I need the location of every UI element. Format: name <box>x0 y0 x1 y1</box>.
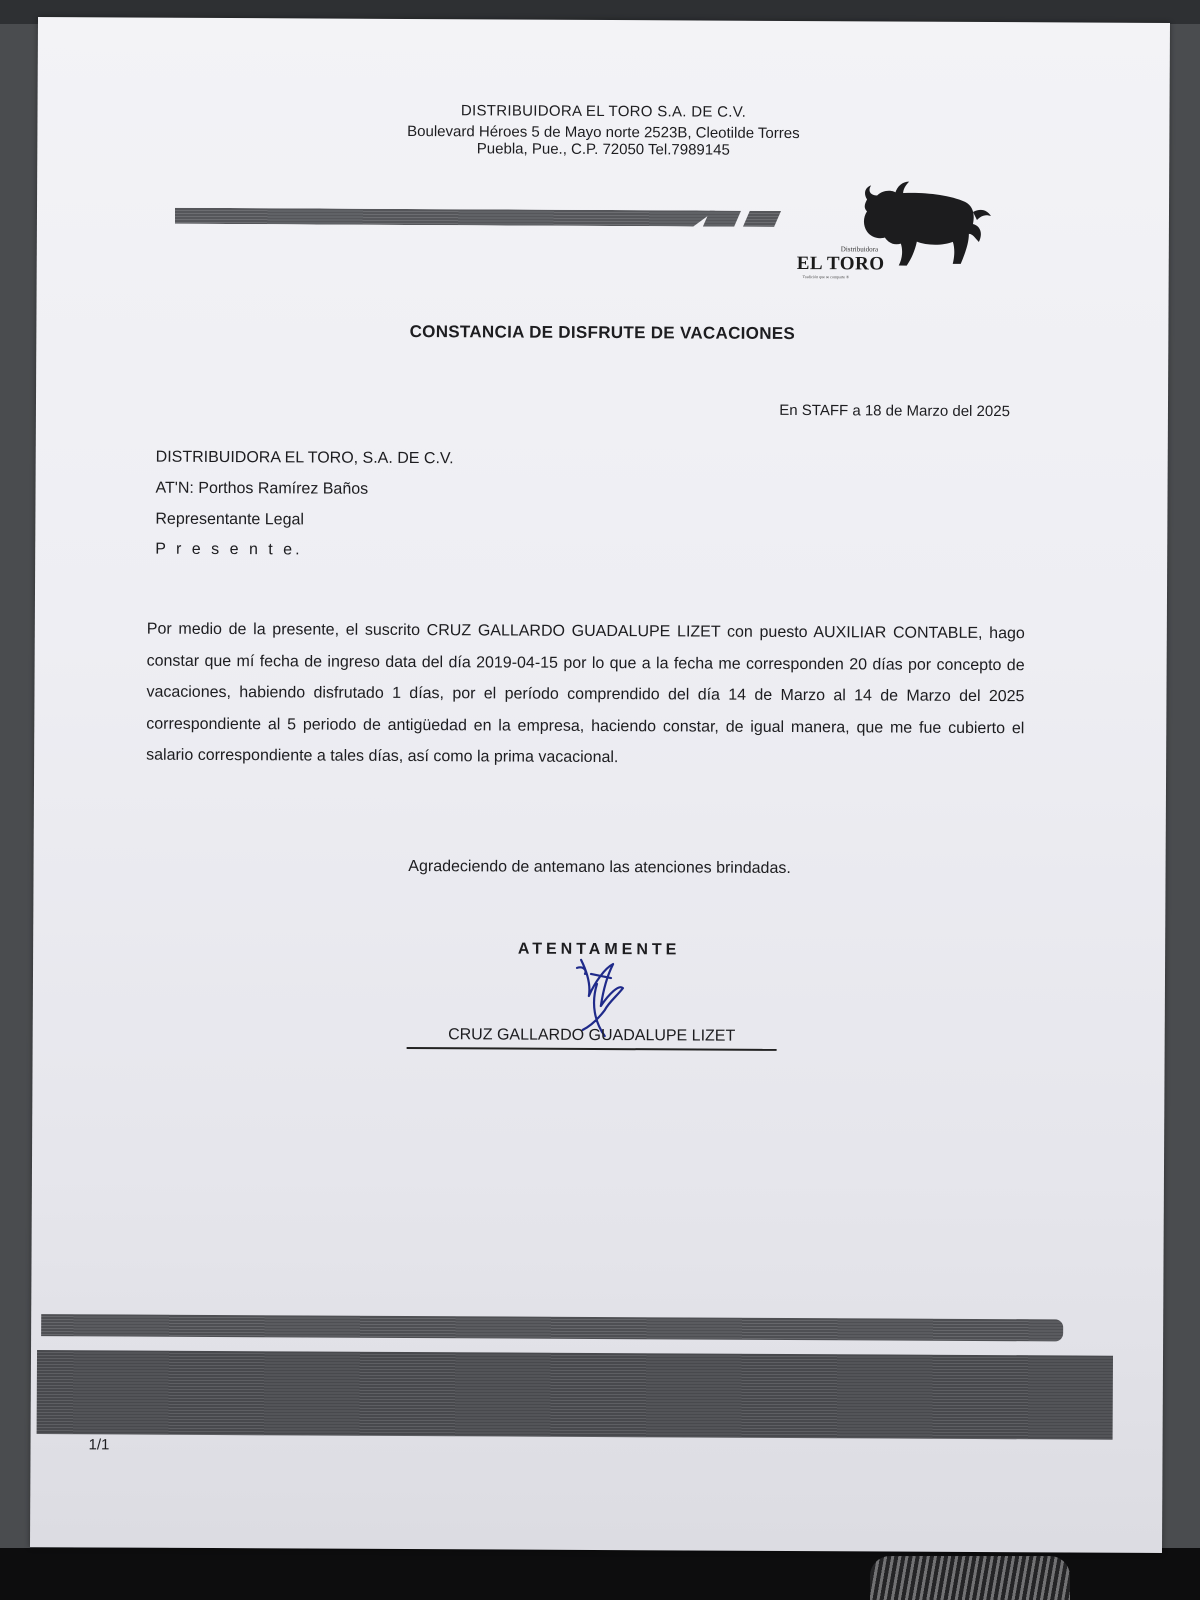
recipient-attention: AT'N: Porthos Ramírez Baños <box>155 479 369 498</box>
footer-stripe-wide <box>37 1350 1113 1440</box>
cloth-edge <box>870 1556 1070 1600</box>
header-stripe <box>175 208 715 227</box>
document-title: CONSTANCIA DE DISFRUTE DE VACACIONES <box>409 321 796 344</box>
recipient-company: DISTRIBUIDORA EL TORO, S.A. DE C.V. <box>155 448 454 468</box>
signature-line <box>407 1047 777 1051</box>
company-logo <box>797 171 998 282</box>
company-address <box>37 121 1169 161</box>
logo-tagline: Tradición que se comparte ® <box>802 274 850 280</box>
signer-name: CRUZ GALLARDO GUADALUPE LIZET <box>448 1026 736 1045</box>
closing-atentamente: ATENTAMENTE <box>517 940 681 959</box>
address-line-2: Puebla, Pue., C.P. 72050 Tel.7989145 <box>476 140 730 159</box>
document-sheet <box>30 17 1170 1553</box>
company-name: DISTRIBUIDORA EL TORO S.A. DE C.V. <box>460 102 747 121</box>
date-line: En STAFF a 18 de Marzo del 2025 <box>779 401 1011 421</box>
page-number: 1/1 <box>88 1436 110 1454</box>
logo-name: EL TORO <box>796 253 885 275</box>
logo-small-text: Distribuidora <box>840 245 879 254</box>
address-line-1: Boulevard Héroes 5 de Mayo norte 2523B, Cleotilde Torres <box>407 122 800 143</box>
closing-thanks: Agradeciendo de antemano las atenciones brindadas. <box>408 857 791 878</box>
body-paragraph: Por medio de la presente, el suscrito CRUZ GALLARDO GUADALUPE LIZET con puesto AUXILIAR CONTABLE, hago constar que mí fecha de ingreso data del día 2019-04-15 por lo que a la fecha me corresponden 20 días por concepto de vacaciones, habiendo disfrutado 1 días, por el período comprendido del día 14 de Marzo al 14 de Marzo del 2025 correspondiente al 5 periodo de antigüedad en la empresa, haciendo constar, de igual manera, que me fue cubierto el salario correspondiente a tales días, así como la prima vacacional. <box>146 620 1025 767</box>
header-stripe-segment <box>743 211 781 227</box>
recipient-role: Representante Legal <box>155 510 304 529</box>
footer-stripe-thin <box>41 1314 1063 1341</box>
recipient-greeting: P r e s e n t e. <box>155 540 303 559</box>
